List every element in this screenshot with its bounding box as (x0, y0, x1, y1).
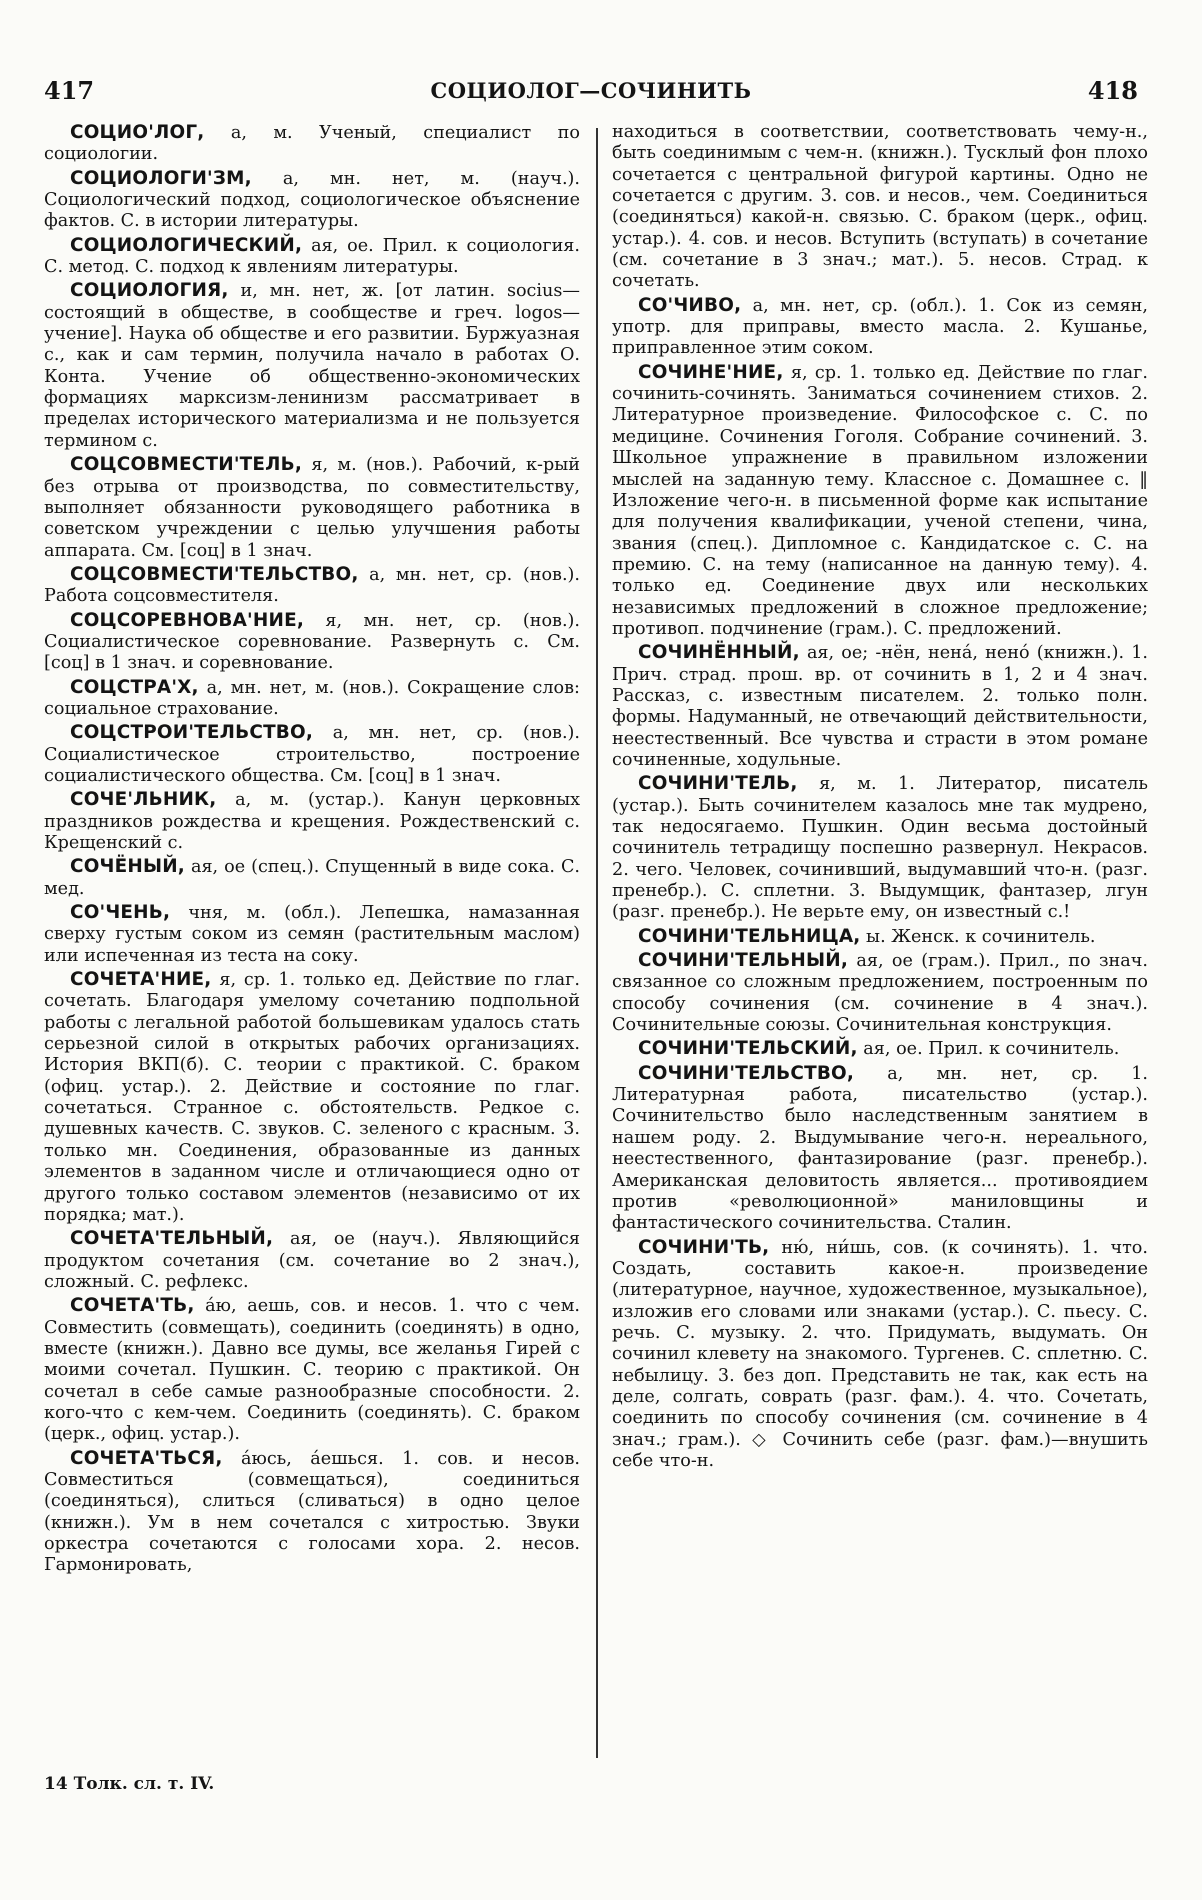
entry-headword: СОЧИНИ'ТЕЛЬ, (638, 773, 798, 795)
entry-definition: ая, ое (науч.). Являющийся продуктом сочетания (см. сочетание во 2 знач.), сложный. С. рефлекс. (44, 1229, 580, 1292)
entry-definition: а, м. Ученый, специалист по социологии. (44, 123, 580, 165)
entry-headword: СОЧЕТА'ТЬСЯ, (70, 1447, 223, 1469)
entry-headword: СОЧЕТА'ТЬ, (70, 1295, 195, 1317)
dictionary-entry (44, 1295, 580, 1445)
entry-headword: СОЦИОЛОГИЯ, (70, 280, 229, 302)
entry-headword: СОЦСОРЕВНОВА'НИЕ, (70, 609, 305, 631)
entry-headword: СОЧИНИ'ТЕЛЬНЫЙ, (638, 950, 849, 972)
entry-definition: ы. Женск. к сочинитель. (860, 926, 1096, 947)
entry-headword: СОЦСТРА'Х, (70, 676, 199, 698)
entry-definition: а, мн. нет, ср. (нов.). Работа соцсовместителя. (44, 564, 580, 607)
entry-headword: СО'ЧИВО, (638, 294, 742, 316)
entry-headword: СОЦИОЛОГИ'ЗМ, (70, 167, 252, 189)
entry-definition: я, мн. нет, ср. (нов.). Социалистическое соревнование. Развернуть с. См. [соц] в 1 знач. и соревнование. (44, 610, 580, 674)
dictionary-entry (612, 1038, 1148, 1060)
entry-definition: ая, ое (грам.). Прил., по знач. связанное со сложным предложением, построенным по способу сочинения (см. сочинение в 4 знач.). Сочинительные союзы. Сочинительная конструкция. (612, 951, 1148, 1036)
entry-definition: я, м. (нов.). Рабочий, к-рый без отрыва от производства, по совместительству, выполняет обязанности руководящего работника в советском учреждении с целью улучшения работы аппарата. См. [соц] в 1 знач. (44, 455, 580, 561)
dictionary-entry (612, 950, 1148, 1036)
dictionary-entry (612, 1237, 1148, 1473)
dictionary-entry (44, 235, 580, 279)
entry-headword: СОЦСОВМЕСТИ'ТЕЛЬСТВО, (70, 563, 359, 585)
entry-definition: а, мн. нет, м. (науч.). Социологический подход, социологическое объяснение фактов. С. в истории литературы. (44, 168, 580, 232)
dictionary-entry (44, 280, 580, 452)
entry-headword: СОЧЕТА'ТЕЛЬНЫЙ, (70, 1228, 274, 1250)
entry-definition: а, м. (устар.). Канун церковных праздников рождества и крещения. Рождественский с. Крещенский с. (44, 790, 580, 853)
dictionary-entry (612, 642, 1148, 771)
dictionary-entry (612, 926, 1148, 948)
dictionary-entry (612, 122, 1148, 293)
column-divider (596, 128, 598, 1758)
entry-definition: ая, ое. Прил. к социология. С. метод. С. подход к явлениям литературы. (44, 235, 580, 278)
left-column (44, 122, 580, 1762)
dictionary-entry (612, 1063, 1148, 1235)
dictionary-entry (44, 969, 580, 1226)
entry-headword: СОЧИНЁННЫЙ, (638, 642, 800, 664)
entry-headword: СОЧИНИ'ТЕЛЬСКИЙ, (638, 1038, 858, 1060)
entry-headword: СОЧЕ'ЛЬНИК, (70, 789, 217, 811)
dictionary-entry (44, 1448, 580, 1577)
entry-definition: и, мн. нет, ж. [от латин. socius—состоящий в обществе, в сообществе и греч. logos—учение]. Наука об обществе и его развитии. Буржуазная с., как и сам термин, получила начало в работах О. Конта. Учение об общественно-экономических формациях марксизм-ленинизм рассматривает в пределах исторического материализма и не пользуется термином с. (44, 281, 580, 451)
entry-headword: СОЧИНИ'ТЕЛЬНИЦА, (638, 925, 861, 947)
dictionary-entry (44, 122, 580, 166)
signature-mark: 14 Толк. сл. т. IV. (44, 1774, 215, 1794)
dictionary-entry (44, 856, 580, 900)
entry-headword: СОЧЕТА'НИЕ, (70, 969, 212, 991)
entry-definition: ню́, ни́шь, сов. (к сочинять). 1. что. Создать, составить какое-н. произведение (литературное, научное, художественное, музыкальное), изложив его словами или знаками (устар.). С. пьесу. С. речь. С. музыку. 2. что. Придумать, выдумать. Он сочинил клевету на знакомого. Тургенев. С. сплетню. С. небылицу. 3. без доп. Представить не так, как есть на деле, солгать, соврать (разг. фам.). 4. что. Сочетать, соединить по способу сочинения (см. сочинение в 4 знач.; грам.). ◇ Сочинить себе (разг. фам.)—внушить себе что-н. (612, 1237, 1148, 1471)
entry-headword: СОЦСТРОИ'ТЕЛЬСТВО, (70, 722, 314, 744)
page-number-right: 418 (1087, 76, 1138, 105)
entry-headword: СО'ЧЕНЬ, (70, 902, 171, 924)
page-header (44, 70, 1138, 110)
dictionary-entry (44, 168, 580, 233)
entry-definition: я, м. 1. Литератор, писатель (устар.). Быть сочинителем казалось мне так мудрено, так недосягаемо. Пушкин. Один весьма достойный сочинитель тетрадищу поспешно развернул. Некрасов. 2. чего. Человек, сочинивший, выдумавший что-н. (разг. пренебр.). С. сплетни. 3. Выдумщик, фантазер, лгун (разг. пренебр.). Не верьте ему, он известный с.! (612, 774, 1148, 923)
entry-definition: а, мн. нет, ср. (нов.). Социалистическое строительство, построение социалистического общества. См. [соц] в 1 знач. (44, 723, 580, 786)
entry-headword: СОЧЁНЫЙ, (70, 856, 185, 878)
dictionary-entry (44, 722, 580, 787)
dictionary-entry (44, 454, 580, 562)
entry-definition: а, мн. нет, м. (нов.). Сокращение слов: социальное страхование. (44, 677, 580, 719)
dictionary-entry (44, 564, 580, 608)
entry-headword: СОЧИНЕ'НИЕ, (638, 361, 784, 383)
entry-definition: а, мн. нет, ср. (обл.). 1. Сок из семян, употр. для приправы, вместо масла. 2. Кушанье, приправленное этим соком. (612, 295, 1148, 359)
page-number-left: 417 (44, 76, 95, 105)
entry-definition: я, ср. 1. только ед. Действие по глаг. сочетать. Благодаря умелому сочетанию подпольной работы с легальной работой большевикам удалось стать серьезной силой в открытых рабочих организациях. История ВКП(б). С. теории с практикой. С. браком (офиц. устар.). 2. Действие и состояние по глаг. сочетаться. Странное с. обстоятельств. Редкое с. душевных качеств. С. звуков. С. зеленого с красным. 3. только мн. Соединения, образованные из данных элементов в заданном числе и отличающиеся одно от другого только составом элементов (независимо от их порядка; мат.). (44, 970, 580, 1225)
entry-headword: СОЦСОВМЕСТИ'ТЕЛЬ, (70, 454, 303, 476)
entry-definition: а, мн. нет, ср. 1. Литературная работа, писательство (устар.). Сочинительство было наследственным занятием в нашем роду. 2. Выдумывание чего-н. нереального, неестественного, фантазирование (разг. пренебр.). Американская деловитость является... противоядием против «революционной» маниловщины и фантастического сочинительства. Сталин. (612, 1063, 1148, 1234)
entry-definition: находиться в соответствии, соответствовать чему-н., быть соединимым с чем-н. (книжн.). Тусклый фон плохо сочетается с центральной фигурой картины. Одно не сочетается с другим. 3. сов. и несов., чем. Соединиться (соединяться) какой-н. связью. С. браком (церк., офиц. устар.). 4. сов. и несов. Вступить (вступать) в сочетание (см. сочетание в 3 знач.; мат.). 5. несов. Страд. к сочетать. (612, 122, 1148, 292)
running-head: СОЦИОЛОГ—СОЧИНИТЬ (430, 78, 752, 103)
entry-definition: а́ю, аешь, сов. и несов. 1. что с чем. Совместить (совмещать), соединить (соединять) в одно, вместе (книжн.). Давно все думы, все желанья Гирей с моими сочетал. Пушкин. С. теорию с практикой. Он сочетал в себе самые разнообразные способности. 2. кого-что с кем-чем. Соединить (соединять). С. браком (церк., офиц. устар.). (44, 1296, 580, 1445)
dictionary-entry (44, 1228, 580, 1293)
entry-definition: я, ср. 1. только ед. Действие по глаг. сочинить-сочинять. Заниматься сочинением стихов. 2. Литературное произведение. Философское с. С. по медицине. Сочинения Гоголя. Собрание сочинений. 3. Школьное упражнение в правильном изложении мыслей на заданную тему. Классное с. Домашнее с. ‖ Изложение чего-н. в письменной форме как испытание для получения квалификации, ученой степени, чина, звания (спец.). Дипломное с. Кандидатское с. С. на премию. С. на тему (написанное на данную тему). 4. только ед. Соединение двух или нескольких независимых предложений в сложное предложение; противоп. подчинение (грам.). С. предложений. (612, 362, 1148, 639)
entry-headword: СОЦИО'ЛОГ, (70, 122, 205, 143)
dictionary-entry (612, 773, 1148, 923)
entry-definition: чня, м. (обл.). Лепешка, намазанная сверху густым соком из семян (растительным маслом) или испеченная из теста на соку. (44, 903, 580, 966)
dictionary-entry (612, 362, 1148, 640)
dictionary-entry (44, 902, 580, 967)
dictionary-entry (44, 789, 580, 854)
entry-headword: СОЧИНИ'ТЕЛЬСТВО, (638, 1062, 855, 1084)
entry-definition: а́юсь, а́ешься. 1. сов. и несов. Совместиться (совмещаться), соединиться (соединяться), слиться (сливаться) в одно целое (книжн.). Ум в нем сочетался с хитростью. Звуки оркестра сочетаются с голосами хора. 2. несов. Гармонировать, (44, 1448, 580, 1576)
entry-definition: ая, ое (спец.). Спущенный в виде сока. С. мед. (44, 857, 580, 899)
right-column (612, 122, 1148, 1762)
entry-headword: СОЦИОЛОГИЧЕСКИЙ, (70, 234, 303, 256)
dictionary-entry (44, 610, 580, 675)
entry-headword: СОЧИНИ'ТЬ, (638, 1236, 770, 1258)
dictionary-entry (44, 677, 580, 721)
entry-definition: ая, ое. Прил. к сочинитель. (857, 1039, 1120, 1060)
dictionary-entry (612, 295, 1148, 360)
entry-definition: ая, ое; -нён, нена́, нено́ (книжн.). 1. Прич. страд. прош. вр. от сочинить в 1, 2 и 4 знач. Рассказ, с. известным писателем. 2. только полн. формы. Надуманный, не отвечающий действительности, неестественный. Все чувства и страсти в этом романе сочиненные, ходульные. (612, 643, 1148, 770)
